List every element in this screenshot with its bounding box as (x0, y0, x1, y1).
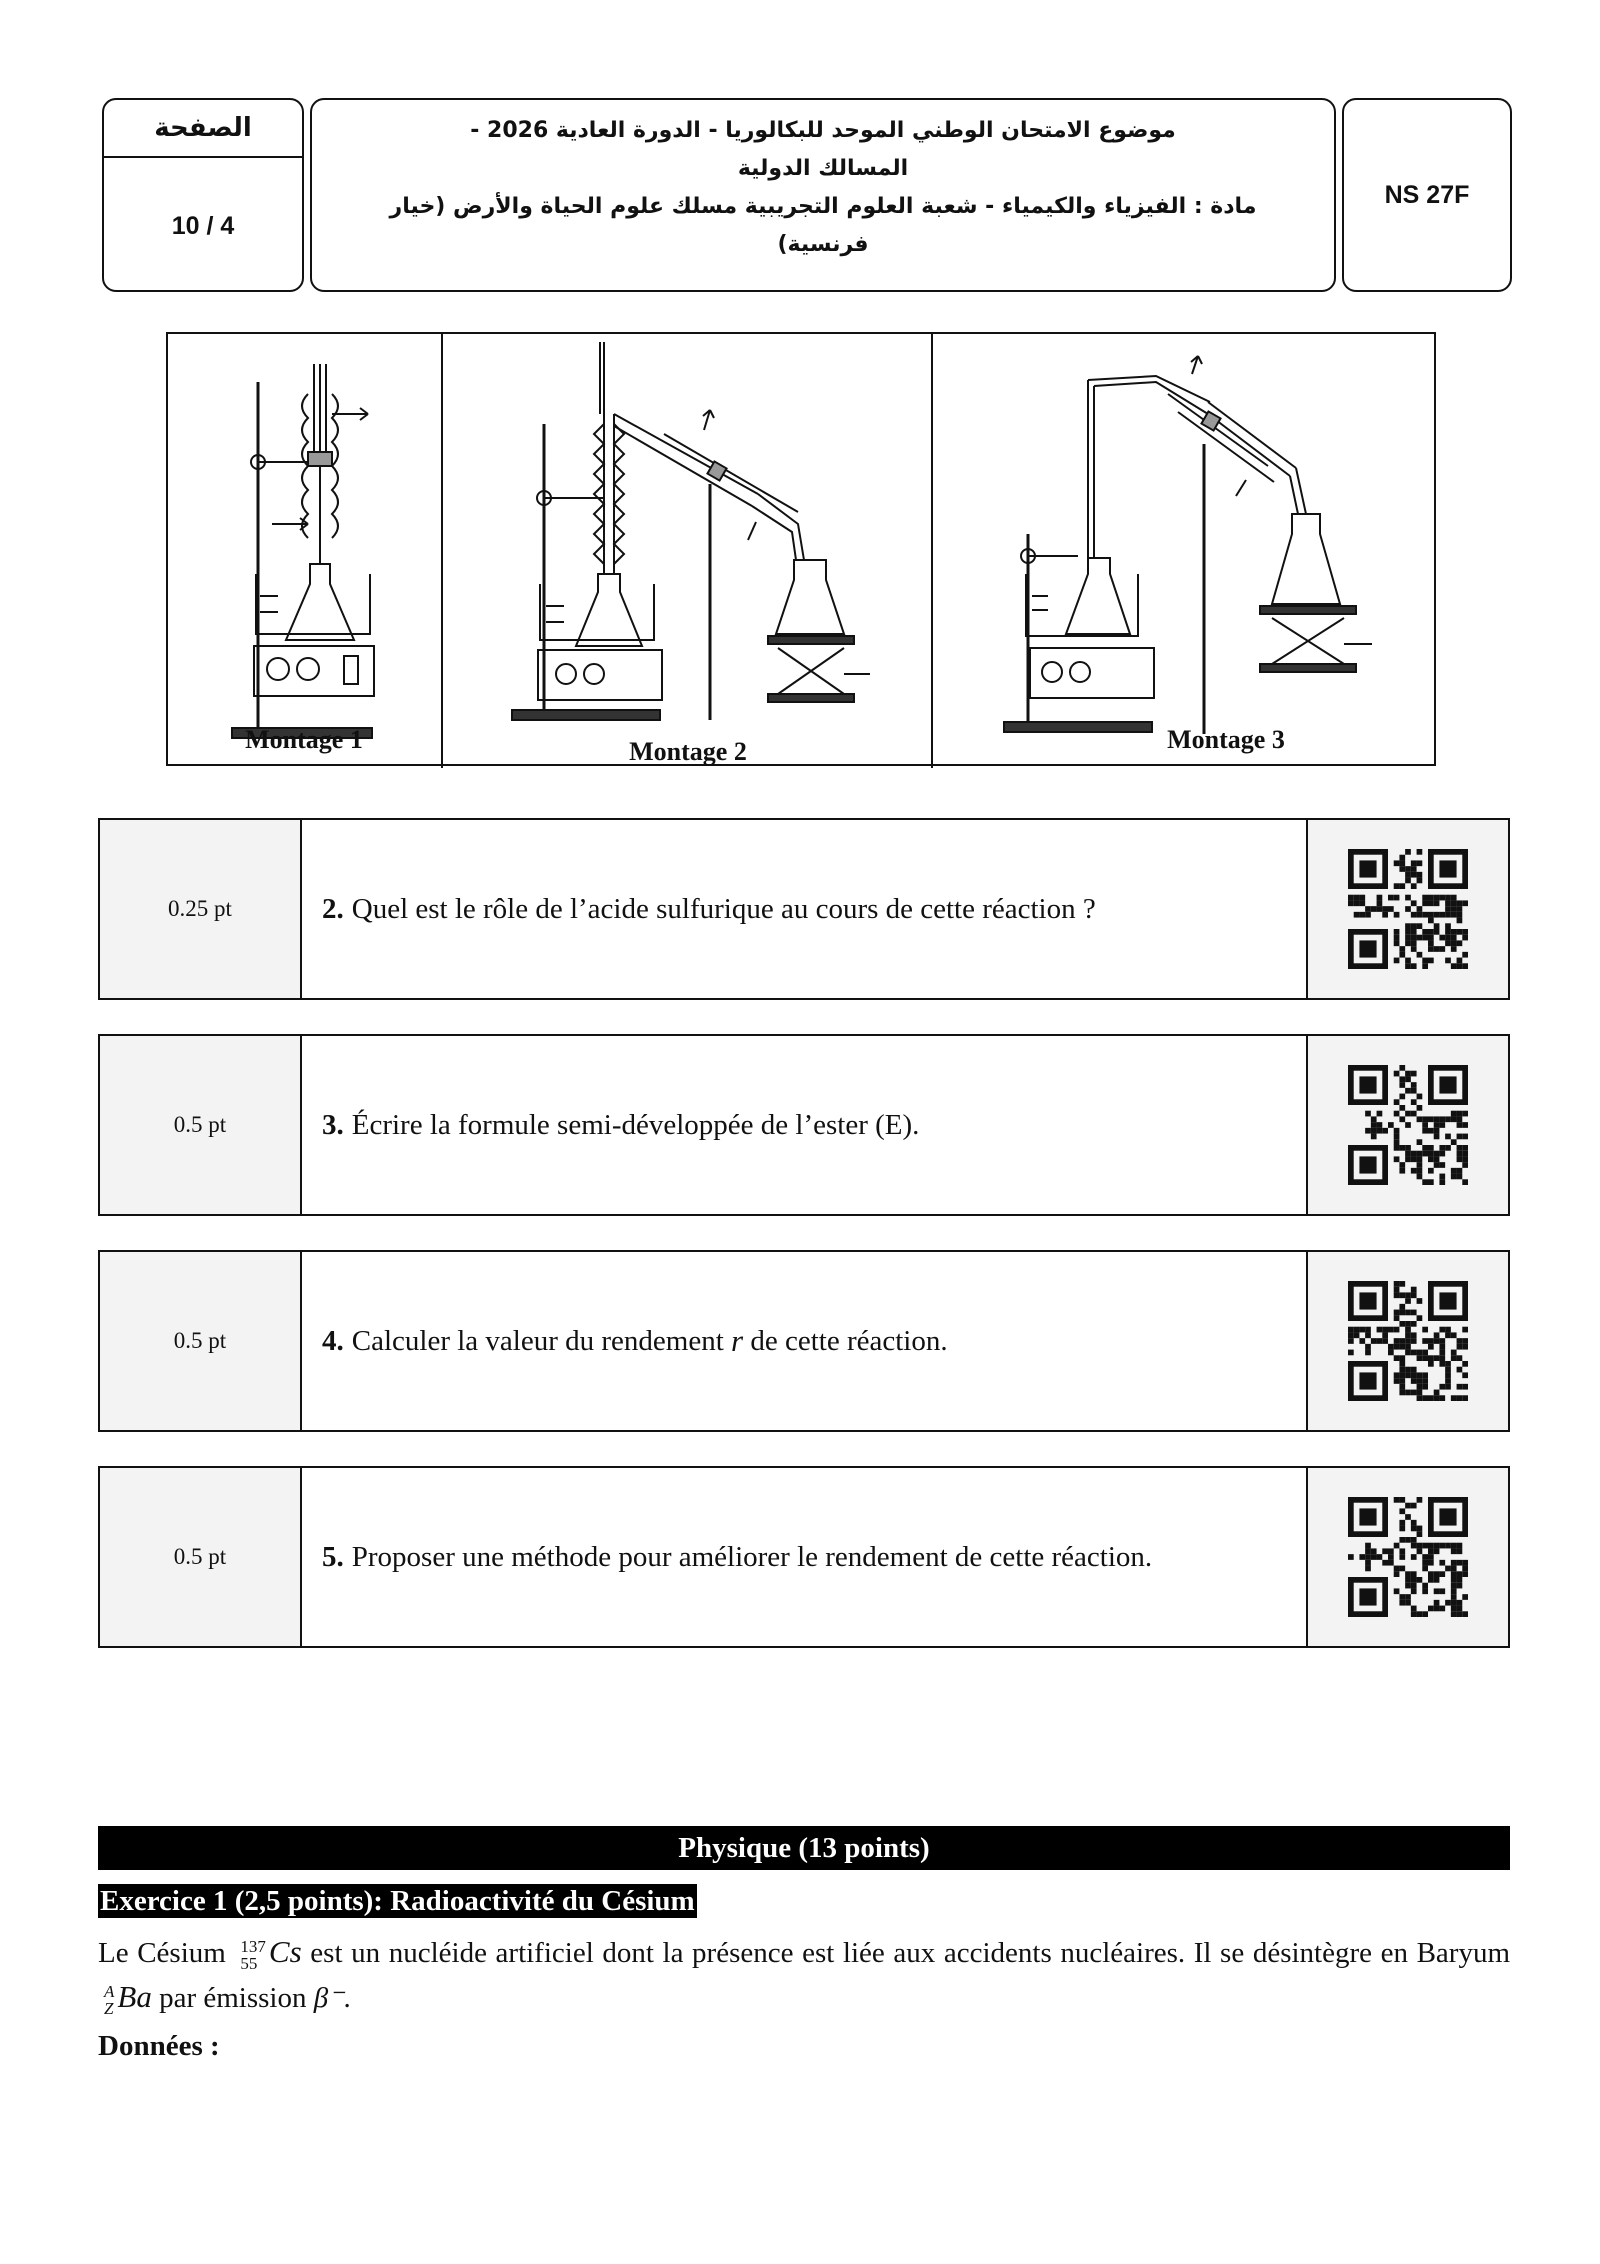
ba-mass-number: A (104, 1982, 115, 2002)
page-number: 10 / 4 (171, 211, 235, 240)
cesium-nuclide-numbers (240, 1938, 266, 1972)
data-heading: Données : (98, 2030, 220, 2062)
question-text: Écrire la formule semi-développée de l’ester (E). (351, 1108, 920, 1141)
exercise-paragraph (98, 1930, 1510, 2020)
qr-code-cell[interactable] (1306, 1036, 1508, 1214)
qr-code-icon[interactable] (1348, 849, 1468, 969)
question-text-before: Calculer la valeur du rendement (351, 1324, 724, 1357)
question-row-5 (98, 1466, 1510, 1648)
question-number: 3. (322, 1108, 344, 1141)
question-number: 5. (322, 1540, 344, 1573)
exam-code: NS 27F (1342, 98, 1512, 292)
exercise-title: Exercice 1 (2,5 points): Radioactivité du Césium (100, 1885, 695, 1917)
para-part-2: est un nucléide artificiel dont la présence est liée aux accidents nucléaires. Il se désintègre en Baryum (310, 1937, 1511, 1969)
question-points: 0.5 pt (100, 1036, 302, 1214)
question-points: 0.25 pt (100, 820, 302, 998)
question-number: 2. (322, 892, 344, 925)
cs-mass-number: 137 (240, 1937, 266, 1957)
question-text-after: de cette réaction. (750, 1324, 948, 1357)
para-part-3: par émission (159, 1982, 307, 2014)
qr-code-cell[interactable] (1306, 820, 1508, 998)
qr-code-cell[interactable] (1306, 1252, 1508, 1430)
montage-1-label: Montage 1 (245, 725, 363, 754)
apparatus-drawings (168, 334, 1438, 768)
exam-track: المسالك الدولية (737, 156, 909, 181)
question-points: 0.5 pt (100, 1252, 302, 1430)
exam-title: موضوع الامتحان الوطني الموحد للبكالوريا - الدورة العادية 2026 - (470, 118, 1176, 143)
question-text: Quel est le rôle de l’acide sulfurique au cours de cette réaction ? (351, 892, 1096, 925)
cs-symbol: Cs (268, 1934, 302, 1969)
ba-symbol: Ba (117, 1979, 152, 2014)
montage-3-label: Montage 3 (1167, 725, 1285, 754)
page-label: الصفحة (104, 100, 302, 158)
montage-1-drawing (232, 364, 374, 738)
montage-2-label: Montage 2 (629, 737, 747, 766)
question-number: 4. (322, 1324, 344, 1357)
header-title-box (310, 98, 1336, 292)
question-row-4 (98, 1250, 1510, 1432)
question-row-3 (98, 1034, 1510, 1216)
ba-atomic-number: Z (104, 1999, 114, 2019)
beta-minus: β⁻ (313, 1982, 344, 2014)
question-text: Proposer une méthode pour améliorer le rendement de cette réaction. (351, 1540, 1153, 1573)
qr-code-icon[interactable] (1348, 1065, 1468, 1185)
qr-code-icon[interactable] (1348, 1497, 1468, 1617)
question-points: 0.5 pt (100, 1468, 302, 1646)
physics-section-banner: Physique (13 points) (98, 1826, 1510, 1870)
qr-code-cell[interactable] (1306, 1468, 1508, 1646)
montage-2-drawing (512, 342, 870, 720)
cs-atomic-number: 55 (240, 1954, 258, 1974)
montage-3-drawing (1004, 356, 1372, 734)
para-part-4: . (343, 1982, 351, 2014)
distillation-figure (166, 332, 1436, 766)
barium-nuclide-numbers (104, 1983, 114, 2017)
question-row-2 (98, 818, 1510, 1000)
header-page-box (102, 98, 304, 292)
para-part-1: Le Césium (98, 1937, 226, 1969)
rendement-variable: r (731, 1323, 744, 1358)
qr-code-icon[interactable] (1348, 1281, 1468, 1401)
exam-subject: مادة : الفيزياء والكيمياء - شعبة العلوم التجريبية مسلك علوم الحياة والأرض (خيار فرنسية) (389, 194, 1257, 257)
